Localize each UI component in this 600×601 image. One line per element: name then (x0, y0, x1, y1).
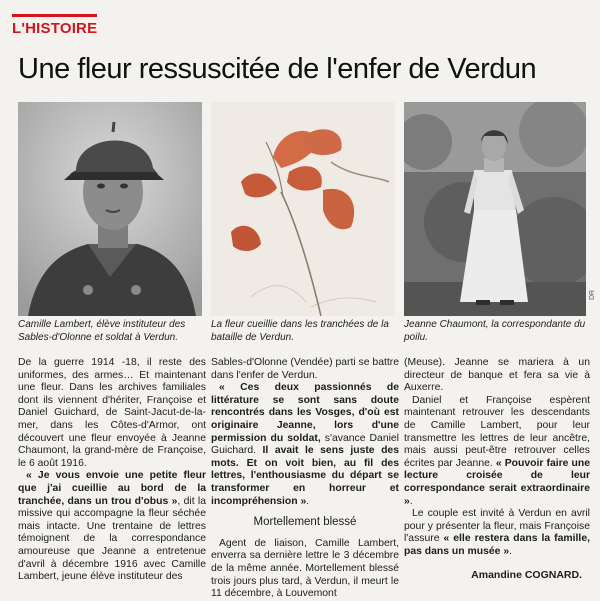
quote: Il avait le sens juste des mots. Et on voit bien, au fil des lettres, l'enthousiasme du départ se transformer en horreur et incompréhension » (211, 445, 399, 507)
article-column-2 (211, 357, 399, 601)
paragraph: (Meuse). Jeanne se mariera à un directeur de banque et fera sa vie à Auxerre. (404, 357, 590, 394)
paragraph: Daniel et Françoise espèrent maintenant retrouver les descendants de Camille Lambert, pour leur transmettre les lettres de leur ancêtre, mais aussi peut-être retrouver celles écrites par Jeanne. « Pouvoir faire une lecture croisée de leur correspondance serait extraordinaire ». (404, 394, 590, 507)
soldier-portrait-photo (18, 102, 202, 316)
quote: « Pouvoir faire une lecture croisée de leur correspondance serait extraordinaire » (404, 457, 590, 507)
paragraph: « Je vous envoie une petite fleur que j'ai cueillie au bord de la tranchée, dans un trou d'obus », dit la missive qui accompagne la fleur séchée mais intacte. Une trentaine de lettres témoignent de la correspondance amoureuse que Jeanne a entretenue d'avril à décembre 1916 avec Camille Lambert, jeune élève instituteur des (18, 470, 206, 583)
photo-credit: DR (589, 289, 596, 300)
woman-portrait-photo (404, 102, 586, 316)
article-column-3 (404, 357, 590, 581)
caption-flower: La fleur cueillie dans les tranchées de la bataille de Verdun. (211, 319, 389, 343)
article-column-1 (18, 357, 206, 584)
paragraph: Le couple est invité à Verdun en avril pour y présenter la fleur, mais Françoise l'assure « elle restera dans la famille, pas dans un musée ». (404, 508, 590, 557)
section-rubric: L'HISTOIRE (12, 14, 97, 37)
author-signature: Amandine COGNARD. (471, 568, 582, 581)
subheading: Mortellement blessé (253, 516, 357, 529)
caption-soldier: Camille Lambert, élève instituteur des Sables-d'Olonne et soldat à Verdun. (18, 319, 186, 343)
quote: « Ces deux passionnés de littérature se sont sans doute rencontrés dans les Vosges, d'où est originaire Jeanne, lors d'une permission du soldat, (211, 382, 399, 444)
quote: « Je vous envoie une petite fleur que j'ai cueillie au bord de la tranchée, dans un trou d'obus » (18, 470, 206, 507)
dried-flower-photo (211, 102, 395, 316)
headline: Une fleur ressuscitée de l'enfer de Verdun (18, 53, 537, 85)
paragraph: Agent de liaison, Camille Lambert, enverra sa dernière lettre le 3 décembre de la même année. Mortellement blessé trois jours plus tard, à Verdun, il meurt le 11 décembre, à Louvemont (211, 537, 399, 600)
paragraph: Sables-d'Olonne (Vendée) parti se battre dans l'enfer de Verdun. (211, 357, 399, 381)
caption-woman: Jeanne Chaumont, la correspondante du poilu. (404, 319, 586, 343)
quote: « elle restera dans la famille, pas dans un musée » (404, 533, 590, 557)
paragraph: De la guerre 1914 -18, il reste des uniformes, des armes… Et maintenant une fleur. Dans les archives familiales dont ils viennent d'hériter, Françoise et Daniel Guichard, de Saint-Jacut-de-la-mer, dans les Côtes-d'Armor, ont découvert une fleur envoyée à Jeanne Chaumont, la grand-mère de Françoise, le 6 août 1916. (18, 357, 206, 469)
paragraph: « Ces deux passionnés de littérature se sont sans doute rencontrés dans les Vosges, d'où est originaire Jeanne, lors d'une permission du soldat, s'avance Daniel Guichard. Il avait le sens juste des mots. Et on voit bien, au fil des lettres, l'enthousiasme du départ se transformer en horreur et incompréhension ». (211, 382, 399, 507)
